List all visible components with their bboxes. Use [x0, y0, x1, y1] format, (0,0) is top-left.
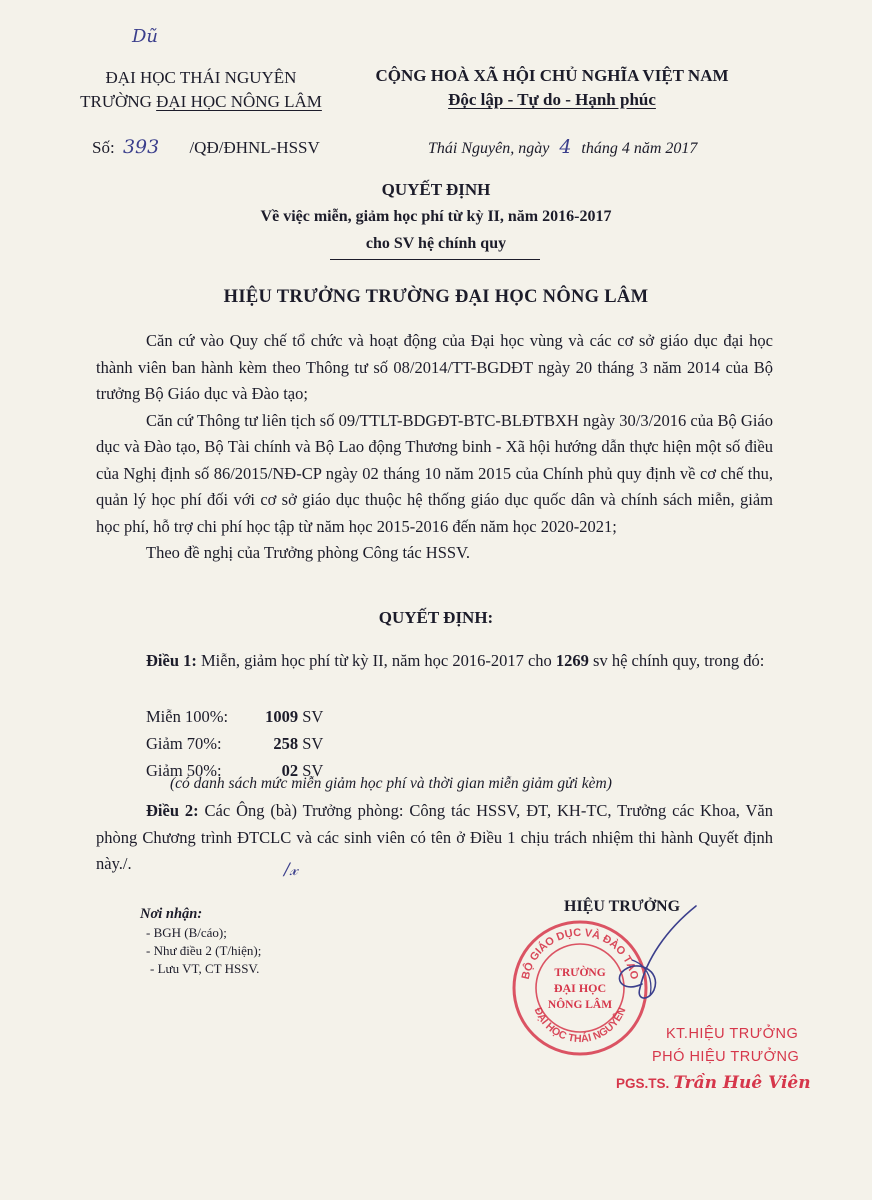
seal-center-line: ĐẠI HỌC [553, 981, 607, 995]
seal-center-line: TRƯỜNG [554, 967, 606, 979]
recipients-title: Nơi nhận: [140, 906, 203, 922]
country-name: CỘNG HOÀ XÃ HỘI CHỦ NGHĨA VIỆT NAM [375, 66, 729, 85]
recipient-item: - Như điều 2 (T/hiện); [146, 943, 262, 958]
issuing-body [56, 66, 346, 114]
article-2: Điều 2: Các Ông (bà) Trưởng phòng: Công tác HSSV, ĐT, KH-TC, Trưởng các Khoa, Văn phòng Chương trình ĐTCLC và các sinh viên có tên ở Điều 1 chịu trách nhiệm thi hành Quyết định này./. [96, 801, 773, 873]
document-subtitle-2: cho SV hệ chính quy [365, 235, 507, 252]
recipient-item: - Lưu VT, CT HSSV. [150, 961, 260, 976]
breakdown-row: Miễn 100%: 1009 SV [146, 707, 324, 726]
legal-basis-1: Căn cứ vào Quy chế tổ chức và hoạt động của Đại học vùng và các cơ sở giáo dục đại học thành viên ban hành kèm theo Thông tư số 08/2014/TT-BGDĐT ngày 20 tháng 3 năm 2014 của Bộ trưởng Bộ Giáo dục và Đào tạo; [96, 331, 773, 403]
issuing-school: TRƯỜNG ĐẠI HỌC NÔNG LÂM [80, 92, 322, 111]
handwritten-mark: Dũ [132, 26, 159, 47]
document-title: QUYẾT ĐỊNH [381, 180, 491, 199]
student-total: 1269 [555, 651, 589, 670]
initial-mark: /𝓍 [284, 860, 298, 880]
signature-on-behalf: KT.HIỆU TRƯỞNG [666, 1026, 799, 1042]
seal-bottom-text: ĐẠI HỌC THÁI NGUYÊN [531, 1005, 629, 1046]
issuing-university: ĐẠI HỌC THÁI NGUYÊN [105, 68, 297, 87]
document-date: Thái Nguyên, ngày 4 tháng 4 năm 2017 [428, 136, 698, 158]
breakdown-row: Giảm 50%: 02 SV [146, 761, 324, 780]
motto: Độc lập - Tự do - Hạnh phúc [448, 90, 656, 109]
decision-heading: QUYẾT ĐỊNH: [378, 608, 494, 627]
document-subtitle: Về việc miễn, giảm học phí từ kỳ II, năm 2016-2017 [260, 208, 612, 225]
recipients [140, 904, 380, 978]
national-motto [352, 64, 752, 112]
article-1: Điều 1: Miễn, giảm học phí từ kỳ II, năm học 2016-2017 cho 1269 sv hệ chính quy, trong đó: [146, 651, 765, 670]
handwritten-signature [596, 900, 716, 1010]
date-day: 4 [559, 136, 572, 158]
signature-title: HIỆU TRƯỞNG [564, 898, 681, 915]
svg-text:ĐẠI HỌC THÁI NGUYÊN [532, 1006, 629, 1045]
authority-heading: HIỆU TRƯỞNG TRƯỜNG ĐẠI HỌC NÔNG LÂM [223, 287, 649, 307]
document-number: Số: 393 /QĐ/ĐHNL-HSSV [92, 136, 320, 158]
recipient-item: - BGH (B/cáo); [146, 925, 227, 940]
legal-basis-3: Theo đề nghị của Trưởng phòng Công tác HSSV. [146, 543, 470, 562]
seal-ring-text: BỘ GIÁO DỤC VÀ ĐÀO TẠO [519, 926, 641, 981]
breakdown-row: Giảm 70%: 258 SV [146, 734, 324, 753]
title-underline [330, 259, 540, 260]
signer-name: PGS.TS. Trần Huê Viên [616, 1073, 811, 1093]
attachment-note: (có danh sách mức miễn giảm học phí và thời gian miễn giảm gửi kèm) [170, 775, 612, 792]
seal-center-line: NÔNG LÂM [547, 999, 613, 1011]
document-body [96, 328, 773, 567]
signature-position: PHÓ HIỆU TRƯỞNG [652, 1049, 800, 1065]
legal-basis-2: Căn cứ Thông tư liên tịch số 09/TTLT-BDGĐT-BTC-BLĐTBXH ngày 30/3/2016 của Bộ Giáo dục và Đào tạo, Bộ Tài chính và Bộ Lao động Thương binh - Xã hội hướng dẫn thực hiện một số điều của Nghị định số 86/2015/NĐ-CP ngày 02 tháng 10 năm 2015 của Chính phủ quy định về cơ chế thu, quản lý học phí đối với cơ sở giáo dục thuộc hệ thống giáo dục quốc dân và chính sách miễn, giảm học phí, hỗ trợ chi phí học tập từ năm học 2015-2016 đến năm học 2020-2021; [96, 410, 773, 536]
document-number-value: 393 [122, 136, 160, 158]
